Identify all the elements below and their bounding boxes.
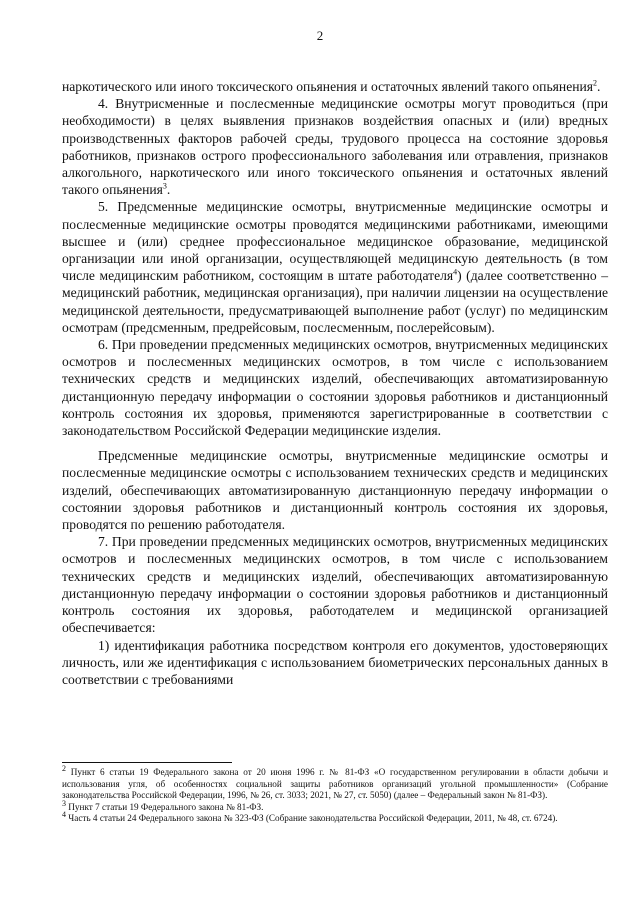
paragraph-item-6-continued: Предсменные медицинские осмотры, внутрисменные медицинские осмотры и послесменные медицинские осмотры с использованием технических средств и медицинских изделий, обеспечивающих автоматизированную дистанционную передачу информации о состоянии здоровья работников и дистанционный контроль состояния их здоровья, проводятся по решению работодателя. xyxy=(62,448,608,533)
footnote-number: 2 xyxy=(62,763,66,773)
paragraph-item-5 xyxy=(62,198,608,336)
footnote-text: Часть 4 статьи 24 Федерального закона № 323-ФЗ (Собрание законодательства Российской Федерации, 2011, № 48, ст. 6724). xyxy=(66,813,558,824)
paragraph-text: 4. Внутрисменные и послесменные медицинские осмотры могут проводиться (при необходимости) в целях выявления признаков воздействия опасных и (или) вредных производственных факторов рабочей среды, трудового процесса на состояние здоровья работников, признаков острого профессионального заболевания или отравления, признаков алкогольного, наркотического или иного токсического опьянения и остаточных явлений такого опьянения xyxy=(62,96,608,198)
footnote-number: 4 xyxy=(62,810,66,820)
paragraph-continuation: наркотического или иного токсического опьянения и остаточных явлений такого опьянения$^2$. xyxy=(62,78,601,94)
footnote-divider xyxy=(62,762,232,763)
paragraph-text: наркотического или иного токсического опьянения и остаточных явлений такого опьянения xyxy=(62,79,594,94)
footnote xyxy=(62,798,608,814)
footnote-number: 3 xyxy=(62,798,66,808)
footnote xyxy=(62,763,608,802)
footnote-text: Пункт 6 статьи 19 Федерального закона от 20 июня 1996 г. № 81-ФЗ «О государственном регулировании в области добычи и использования угля, об особенностях социальной защиты работников организаций угольной промышленности» (Собрание законодательства Российской Федерации, 1996, № 26, ст. 3033; 2021, № 27, ст. 5050) (далее – Федеральный закон № 81-ФЗ). xyxy=(62,767,608,801)
footnote xyxy=(62,810,608,825)
footnote-ref: 2 xyxy=(593,78,598,88)
footnotes xyxy=(62,763,608,825)
footnote-ref: 4 xyxy=(453,267,458,277)
paragraph-subitem-1: 1) идентификация работника посредством контроля его документов, удостоверяющих личность, или же идентификация с использованием биометрических персональных данных в соответствии с требованиями xyxy=(62,637,608,687)
paragraph-text: ) (далее соответственно – медицинский работник, медицинская организация), при наличии лицензии на осуществление медицинской деятельности, предусматривающей выполнение работ (услуг) по медицинским осмотрам (предсменным, предрейсовым, послесменным, послерейсовым). xyxy=(62,268,608,335)
page-number: 2 xyxy=(316,28,324,43)
document-body xyxy=(62,78,608,688)
paragraph-item-6: 6. При проведении предсменных медицинских осмотров, внутрисменных медицинских осмотров и послесменных медицинских осмотров, в том числе с использованием технических средств и медицинских изделий, обеспечивающих автоматизированную дистанционную передачу информации о состоянии здоровья работников и дистанционный контроль состояния их здоровья, применяются зарегистрированные в соответствии с законодательством Российской Федерации медицинские изделия. xyxy=(62,337,608,439)
paragraph-item-7: 7. При проведении предсменных медицинских осмотров, внутрисменных медицинских осмотров и послесменных медицинских осмотров, в том числе с использованием технических средств и медицинских изделий, обеспечивающих автоматизированную дистанционную передачу информации о состоянии здоровья работников и дистанционный контроль состояния их здоровья, работодателем и медицинской организацией обеспечивается: xyxy=(62,534,608,636)
footnote-ref: 3 xyxy=(162,181,167,191)
paragraph-item-4: 4. Внутрисменные и послесменные медицинские осмотры могут проводиться (при необходимости) в целях выявления признаков воздействия опасных и (или) вредных производственных факторов рабочей среды, трудового процесса на состояние здоровья работников, признаков острого профессионального заболевания или отравления, признаков алкогольного, наркотического или иного токсического опьянения и остаточных явлений такого опьянения$^3$. xyxy=(62,96,608,198)
paragraph-text: 5. Предсменные медицинские осмотры, внутрисменные медицинские осмотры и послесменные медицинские осмотры проводятся медицинскими работниками, имеющими высшее и (или) среднее профессиональное медицинское образование, медицинской организации или иной организации, осуществляющей медицинскую деятельность (в том числе медицинским работником, состоящим в штате работодателя xyxy=(62,199,608,284)
footnote-text: Пункт 7 статьи 19 Федерального закона № 81-ФЗ. xyxy=(66,801,264,812)
